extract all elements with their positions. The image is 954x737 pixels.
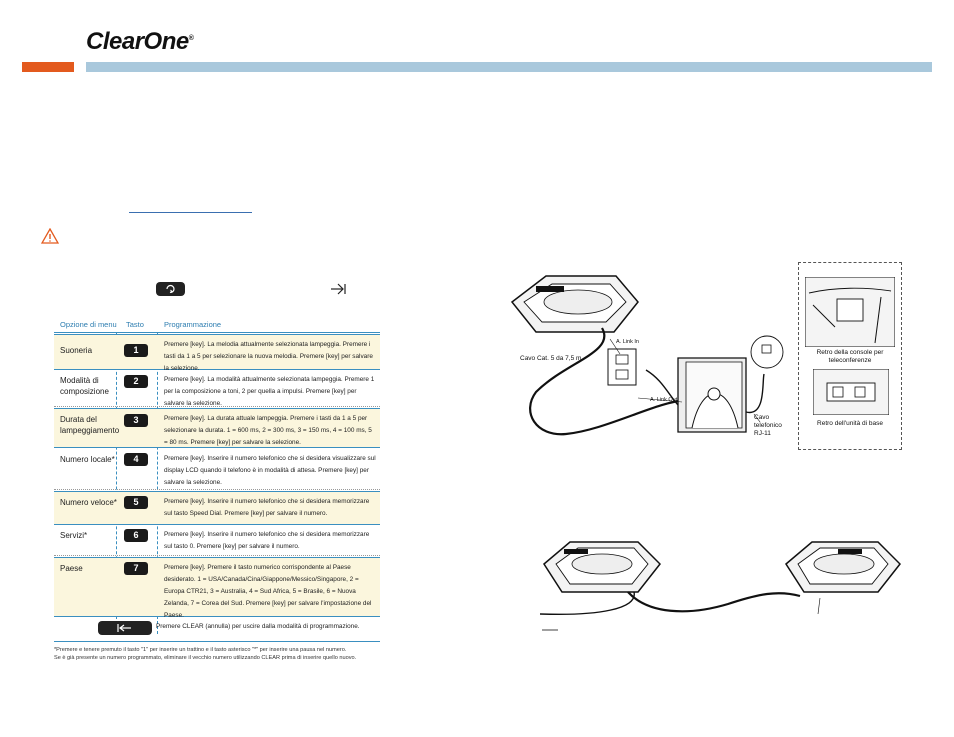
program-key-icon	[156, 282, 185, 296]
table-row	[54, 370, 380, 407]
row-option: Paese	[60, 564, 83, 573]
row-option: Numero locale*	[60, 455, 115, 464]
footnote	[54, 641, 380, 662]
row-option: Modalità di composizione	[60, 376, 109, 396]
table-row	[54, 449, 380, 490]
row-option: Servizi*	[60, 531, 88, 540]
label-link-in: A. Link In	[616, 339, 639, 345]
label-rear-base: Retro dell'unità di base	[817, 420, 883, 427]
header-option: Opzione di menu	[60, 320, 117, 329]
footnote-line-1: *Premere e tenere premuto il tasto "1" per inserire un trattino e il tasto asterisco "*" per inserire una pausa nel numero.	[54, 647, 347, 653]
table-row	[54, 491, 380, 525]
row-desc: Premere [key]. La melodia attualmente selezionata lampeggia. Premere i tasti da 1 a 5 per selezionare la nuova melodia. Premere [key] per salvare la selezione.	[164, 341, 373, 372]
row-desc: Premere [key]. Premere il tasto numerico corrispondente al Paese desiderato. 1 = USA/Canada/Cina/Giappone/Messico/Singapore, 2 = Europa CTR21, 3 = Australia, 4 = Sud Africa, 5 = Brasile, 6 = Nuova Zelanda, 7 = Corea del Sud. Premere [key] per salvare l'impostazione del Paese.	[164, 564, 372, 619]
clear-key-icon	[98, 621, 152, 635]
key-7: 7	[124, 562, 148, 575]
key-2: 2	[124, 375, 148, 388]
table-row	[54, 557, 380, 617]
warning-triangle-icon	[41, 228, 59, 244]
clearone-logo: ClearOne®	[86, 28, 194, 55]
link-underline	[129, 212, 252, 213]
base-rear-image	[813, 369, 889, 415]
header-key: Tasto	[126, 320, 144, 329]
table-row	[54, 408, 380, 448]
row-desc: Premere [key]. Inserire il numero telefonico che si desidera memorizzare sul tasto Speed Dial. Premere [key] per salvare il numero.	[164, 498, 370, 517]
rear-panels-box	[798, 262, 902, 450]
label-rear-console: Retro della console per teleconferenze	[816, 349, 884, 364]
table-row	[54, 334, 380, 370]
console-rear-image	[805, 277, 895, 347]
clear-text: Premere CLEAR (annulla) per uscire dalla modalità di programmazione.	[156, 623, 360, 630]
row-option: Durata del lampeggiamento	[60, 415, 120, 435]
footnote-line-2: Se è già presente un numero programmato, eliminare il vecchio numero utilizzando CLEAR prima di inserire quello nuovo.	[54, 655, 357, 661]
row-desc: Premere [key]. Inserire il numero telefonico che si desidera memorizzare sul tasto 0. Premere [key] per salvare il numero.	[164, 531, 370, 550]
linked-consoles-diagram	[538, 534, 904, 634]
table-row	[54, 525, 380, 556]
header-bar	[86, 62, 932, 72]
header-programming: Programmazione	[164, 320, 222, 329]
row-option: Numero veloce*	[60, 498, 117, 507]
label-cable-cat5: Cavo Cat. 5 da 7,5 m	[520, 355, 582, 362]
key-5: 5	[124, 496, 148, 509]
clear-row	[54, 620, 380, 636]
key-3: 3	[124, 414, 148, 427]
row-option: Suoneria	[60, 346, 93, 355]
row-desc: Premere [key]. La durata attuale lampeggia. Premere i tasti da 1 a 5 per selezionare la durata. 1 = 600 ms, 2 = 300 ms, 3 = 150 ms, 4 = 100 ms, 5 = 80 ms. Premere [key] per salvare la selezione.	[164, 415, 372, 446]
arrow-right-icon	[330, 281, 348, 297]
row-desc: Premere [key]. La modalità attualmente selezionata lampeggia. Premere 1 per la composizione a toni, 2 per quella a impulsi. Premere [key] per salvare la selezione.	[164, 376, 375, 407]
header-accent-bar	[22, 62, 74, 72]
table-header	[54, 320, 380, 333]
key-4: 4	[124, 453, 148, 466]
key-1: 1	[124, 344, 148, 357]
label-link-out: A. Link Out	[650, 397, 678, 403]
key-6: 6	[124, 529, 148, 542]
row-desc: Premere [key]. Inserire il numero telefonico che si desidera visualizzare sul display LCD quando il telefono è in modalità di attesa. Premere [key] per salvare la selezione.	[164, 455, 376, 486]
label-rj11: Cavo telefonico RJ-11	[754, 414, 782, 437]
